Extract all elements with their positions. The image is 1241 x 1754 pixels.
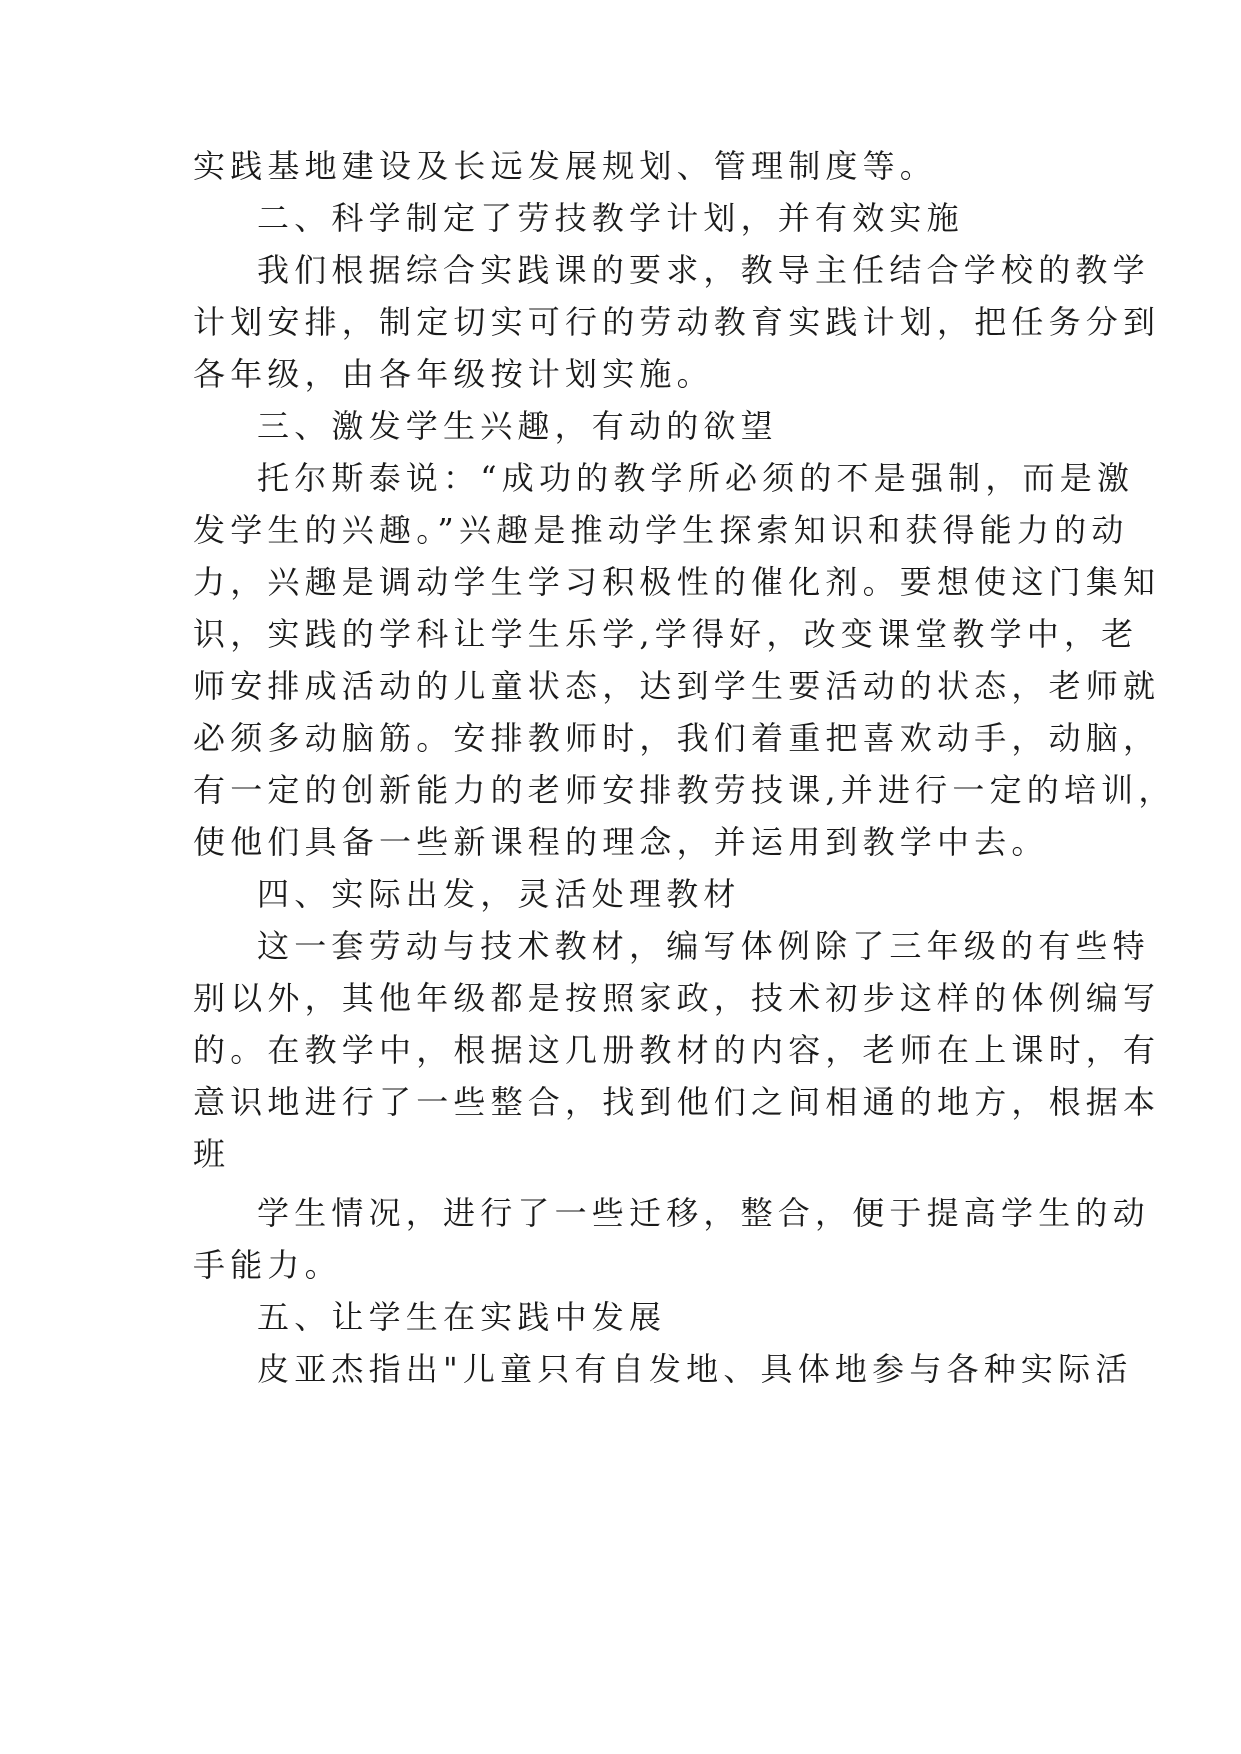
text-line-20: 班	[193, 1135, 231, 1173]
text-line-4: 计划安排，制定切实可行的劳动教育实践计划，把任务分到	[193, 303, 1161, 341]
text-line-12: 必须多动脑筋。安排教师时，我们着重把喜欢动手，动脑，	[193, 719, 1161, 757]
text-line-11: 师安排成活动的儿童状态，达到学生要活动的状态，老师就	[193, 667, 1161, 705]
text-line-1: 实践基地建设及长远发展规划、管理制度等。	[193, 147, 938, 185]
section-heading-5: 五、让学生在实践中发展	[257, 1298, 667, 1336]
text-line-10: 识，实践的学科让学生乐学,学得好，改变课堂教学中，老	[193, 615, 1139, 653]
section-heading-3: 三、激发学生兴趣，有动的欲望	[257, 407, 778, 445]
text-line-19: 意识地进行了一些整合，找到他们之间相通的地方，根据本	[193, 1083, 1161, 1121]
text-line-9: 力，兴趣是调动学生学习积极性的催化剂。要想使这门集知	[193, 563, 1161, 601]
text-line-5: 各年级，由各年级按计划实施。	[193, 355, 714, 393]
section-heading-2: 二、科学制定了劳技教学计划，并有效实施	[257, 199, 964, 237]
text-line-18: 的。在教学中，根据这几册教材的内容，老师在上课时，有	[193, 1031, 1161, 1069]
text-line-21: 学生情况，进行了一些迁移，整合，便于提高学生的动	[257, 1194, 1150, 1232]
text-line-3: 我们根据综合实践课的要求，教导主任结合学校的教学	[257, 251, 1150, 289]
text-line-17: 别以外，其他年级都是按照家政，技术初步这样的体例编写	[193, 979, 1161, 1017]
section-heading-4: 四、实际出发，灵活处理教材	[257, 875, 741, 913]
text-line-16: 这一套劳动与技术教材，编写体例除了三年级的有些特	[257, 927, 1150, 965]
text-line-22: 手能力。	[193, 1246, 342, 1284]
text-line-7: 托尔斯泰说：“成功的教学所必须的不是强制，而是激	[257, 459, 1135, 497]
text-line-13: 有一定的创新能力的老师安排教劳技课,并进行一定的培训，	[193, 771, 1176, 809]
text-line-24: 皮亚杰指出"儿童只有自发地、具体地参与各种实际活	[257, 1350, 1133, 1388]
text-line-8: 发学生的兴趣。”兴趣是推动学生探索知识和获得能力的动	[193, 511, 1129, 549]
text-line-14: 使他们具备一些新课程的理念，并运用到教学中去。	[193, 823, 1049, 861]
